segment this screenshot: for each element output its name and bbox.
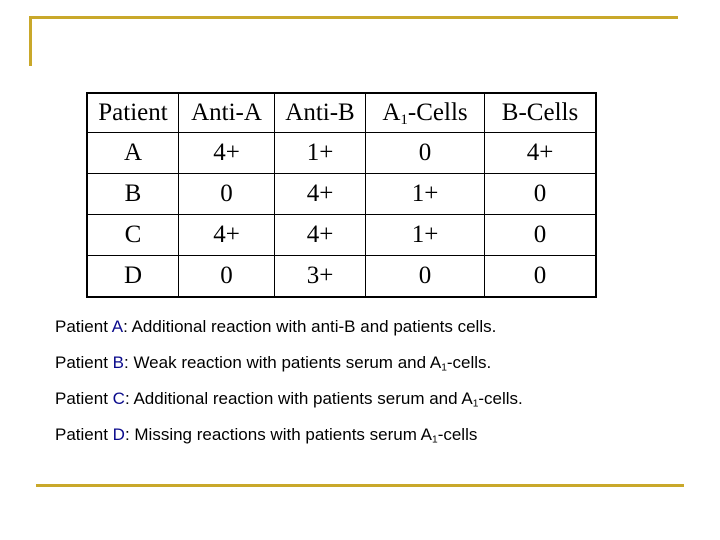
left-accent-line [29, 16, 32, 66]
row-d-anti-b: 3+ [275, 256, 366, 298]
row-b-b-cells: 0 [485, 174, 597, 215]
header-b-cells: B-Cells [485, 93, 597, 133]
row-a-patient: A [87, 133, 179, 174]
note-prefix: Patient [55, 389, 113, 408]
note-prefix: Patient [55, 353, 113, 372]
note-text: : Weak reaction with patients serum and A [124, 353, 442, 372]
row-d-b-cells: 0 [485, 256, 597, 298]
row-b-anti-a: 0 [179, 174, 275, 215]
note-tail: -cells. [446, 353, 492, 372]
table-header-row [87, 93, 596, 133]
row-c-patient: C [87, 215, 179, 256]
header-a1-cells [366, 93, 485, 133]
note-prefix: Patient [55, 317, 112, 336]
note-patient-c [55, 388, 705, 410]
note-text: : Additional reaction with anti-B and patients cells. [123, 317, 497, 336]
header-patient: Patient [87, 93, 179, 133]
row-a-a1-cells: 0 [366, 133, 485, 174]
table-row [87, 174, 596, 215]
table-row [87, 215, 596, 256]
row-d-a1-cells: 0 [366, 256, 485, 298]
note-tail: -cells [437, 425, 478, 444]
row-d-patient: D [87, 256, 179, 298]
note-patient-d [55, 424, 705, 446]
note-patient-a [55, 316, 705, 338]
top-accent-line [29, 16, 678, 19]
note-sub: 1 [432, 434, 438, 446]
header-a1-sub: 1 [400, 111, 408, 128]
row-a-anti-a: 4+ [179, 133, 275, 174]
note-prefix: Patient [55, 425, 113, 444]
row-b-a1-cells: 1+ [366, 174, 485, 215]
blood-typing-table [86, 92, 597, 298]
row-a-anti-b: 1+ [275, 133, 366, 174]
header-a1-rest: -Cells [407, 99, 468, 126]
row-c-b-cells: 0 [485, 215, 597, 256]
row-a-b-cells: 4+ [485, 133, 597, 174]
note-sub: 1 [472, 398, 479, 410]
table-row [87, 133, 596, 174]
patient-notes [55, 316, 705, 460]
note-letter: B [112, 353, 124, 372]
row-c-anti-a: 4+ [179, 215, 275, 256]
bottom-accent-line [36, 484, 684, 487]
note-tail: -cells. [478, 389, 523, 408]
note-letter: C [112, 389, 125, 408]
note-patient-b [55, 352, 705, 374]
note-letter: D [112, 425, 125, 444]
header-anti-a: Anti-A [179, 93, 275, 133]
header-anti-b: Anti-B [275, 93, 366, 133]
row-b-patient: B [87, 174, 179, 215]
row-d-anti-a: 0 [179, 256, 275, 298]
row-c-a1-cells: 1+ [366, 215, 485, 256]
header-a1-base: A [382, 99, 401, 126]
row-b-anti-b: 4+ [275, 174, 366, 215]
table-row [87, 256, 596, 298]
note-letter: A [111, 317, 124, 336]
note-text: : Additional reaction with patients serum and A [124, 389, 473, 408]
row-c-anti-b: 4+ [275, 215, 366, 256]
note-sub: 1 [441, 362, 447, 374]
note-text: : Missing reactions with patients serum A [124, 425, 433, 444]
